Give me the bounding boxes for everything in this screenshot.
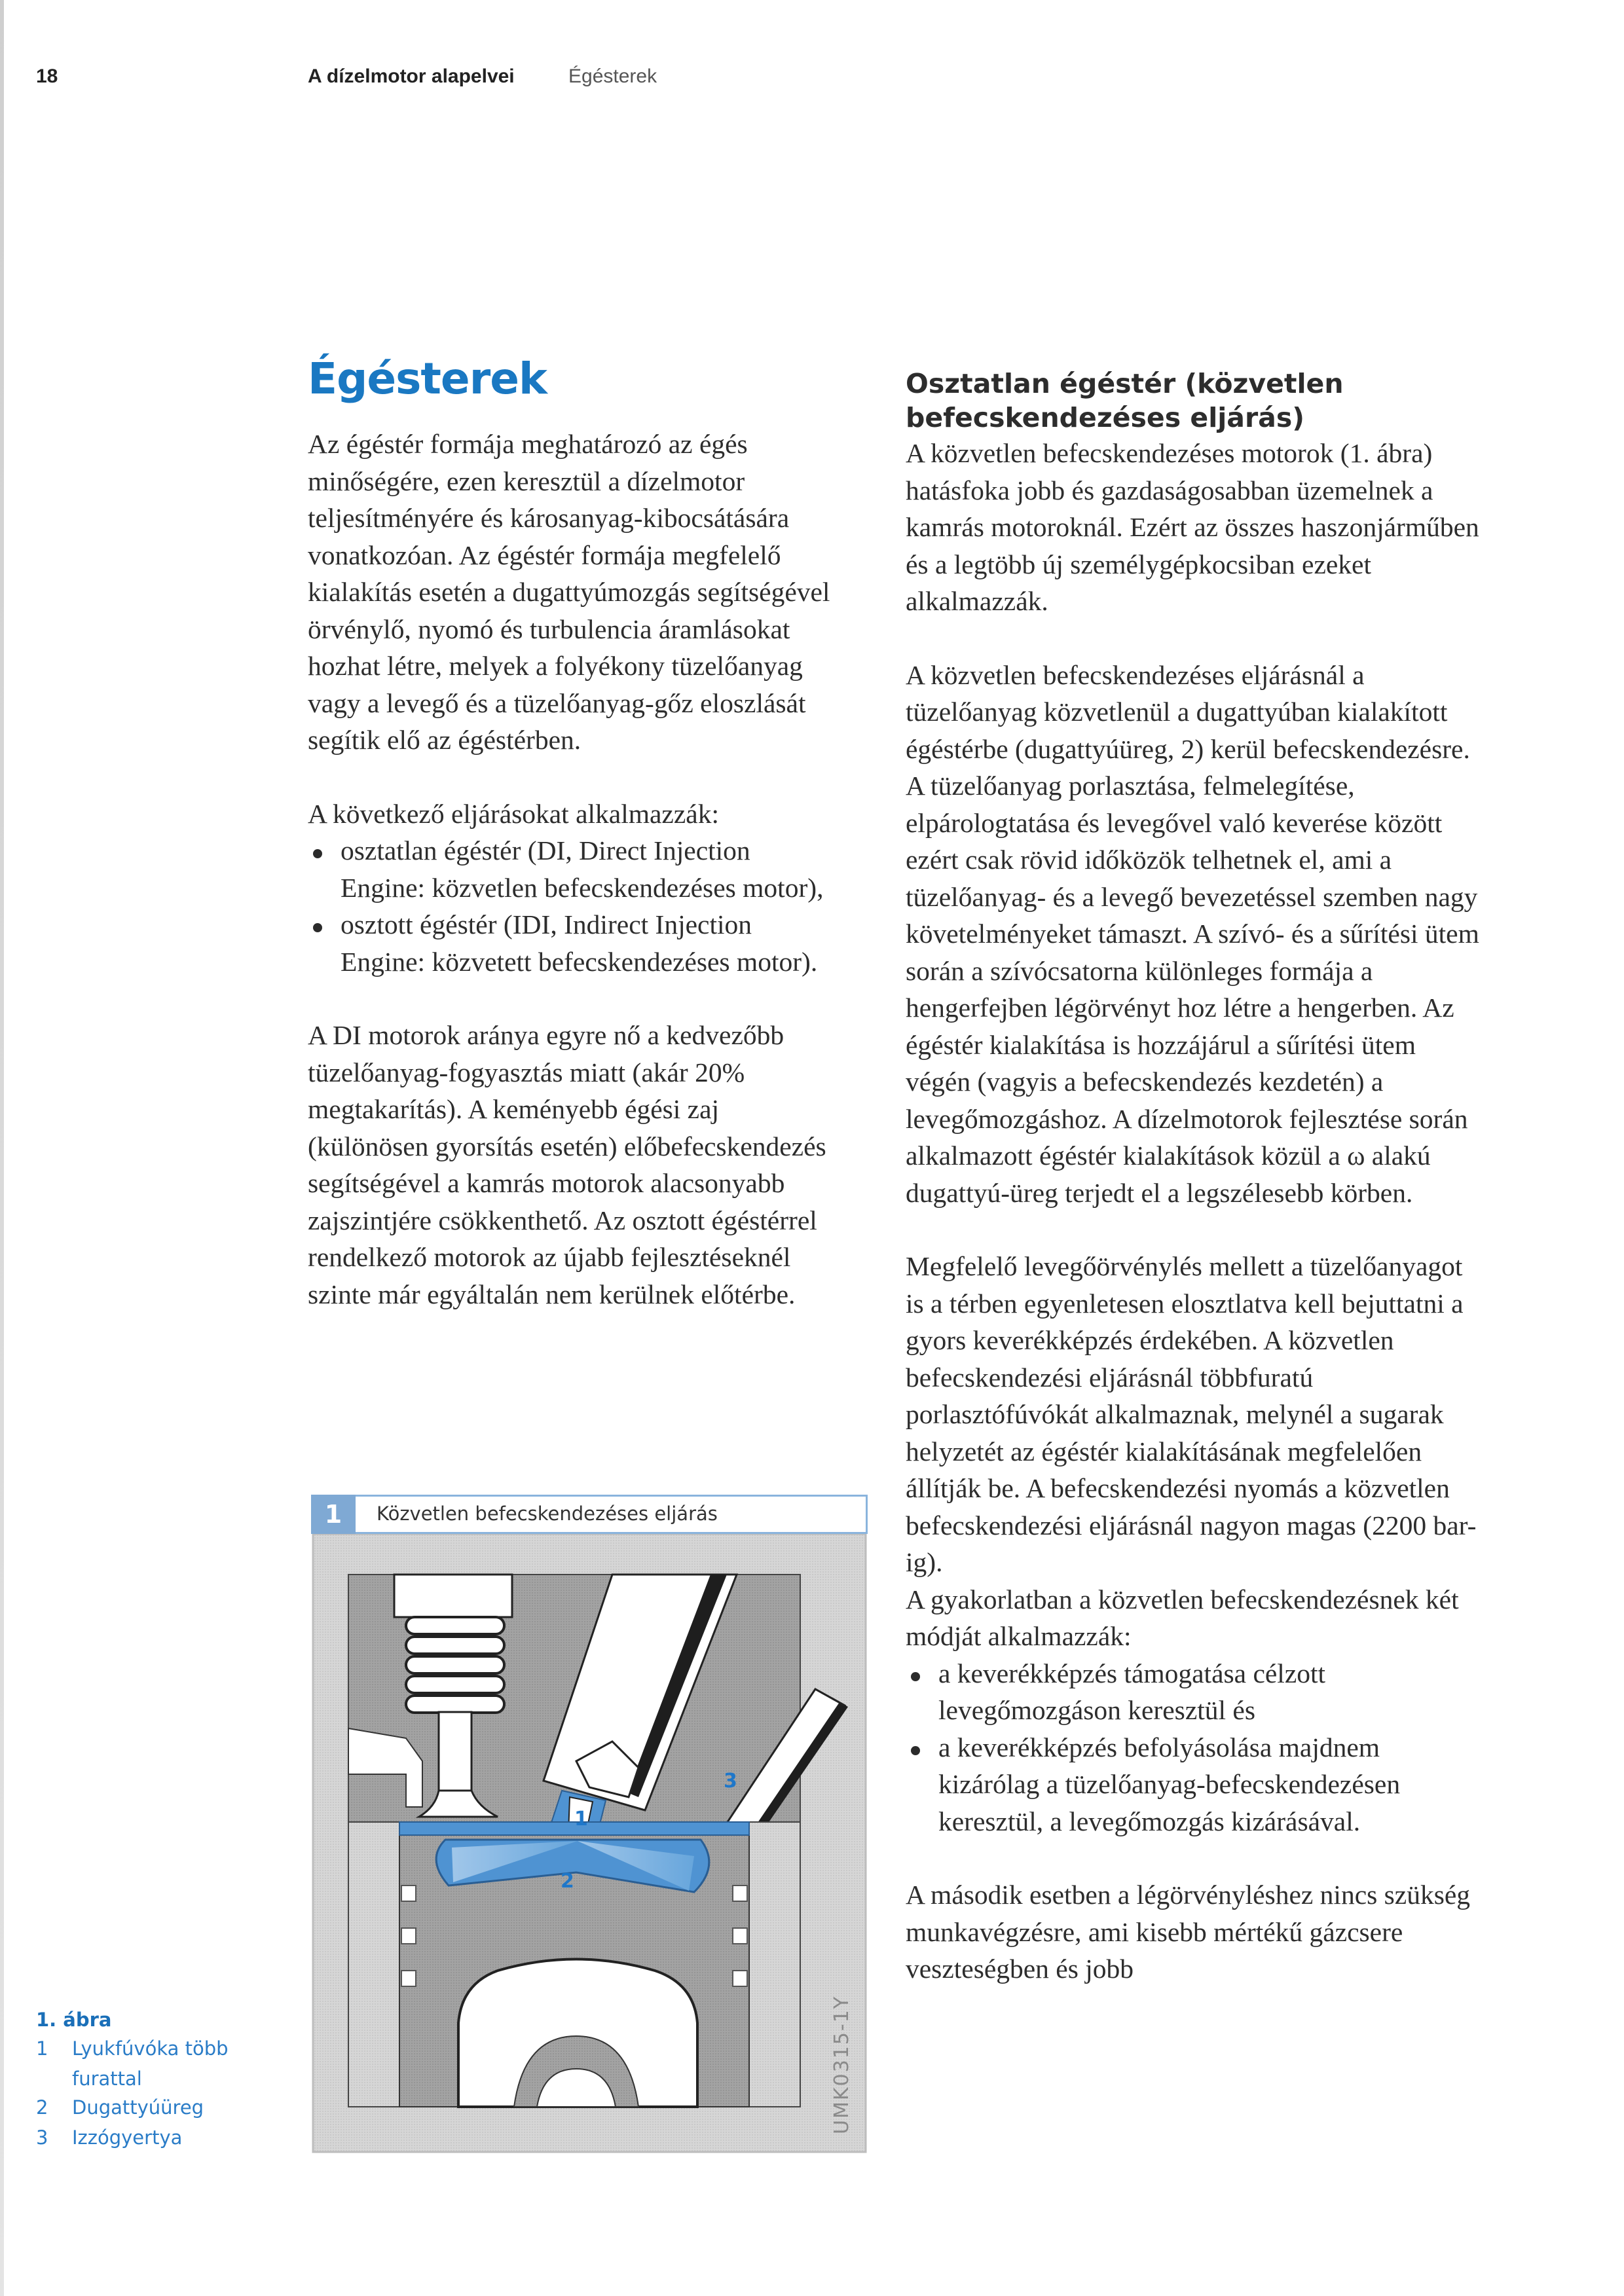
caption-item bbox=[36, 2037, 229, 2060]
right-column-body bbox=[906, 367, 1482, 1988]
left-column-body bbox=[308, 426, 832, 1313]
di-process-paragraph: A közvetlen befecskendezéses eljárásnál a tüzelőanyag közvetlenül a dugattyúban kialakított égéstérbe (dugattyúüreg, 2) kerül befecskendezésre. A tüzelőanyag porlasztása, felmelegítése, elpárologtatása és levegővel való keverése között ezért csak rövid időközök telhetnek el, ami a tüzelőanyag- és a levegő bevezetéssel szemben nagy követelményeket támaszt. A szívó- és a sűrítési ütem során a szívócsatorna különleges formája a hengerfejben légörvényt hoz létre a hengerben. Az égéstér kialakítása is hozzájárul a sűrítési ütem végén (vagyis a befecskendezés kezdetén) a levegőmozgáshoz. A dízelmotorok fejlesztése során alkalmazott égéstér kialakítások közül a ω alakú dugattyú-üreg terjedt el a legszélesebb körben. bbox=[906, 659, 1479, 1208]
list-item: osztatlan égéstér (DI, Direct Injection Engine: közvetlen befecskendezéses motor), bbox=[308, 832, 832, 906]
two-modes-intro: A gyakorlatban a közvetlen befecskendezésnek két módját alkalmazzák: bbox=[906, 1584, 1459, 1651]
second-case-paragraph: A második esetben a légörvényléshez nincs szükség munkavégzésre, ami kisebb mértékű gázcsere veszteségben és jobb bbox=[906, 1880, 1471, 1984]
figure-title: Közvetlen befecskendezéses eljárás bbox=[377, 1503, 718, 1525]
caption-item-label: Izzógyertya bbox=[72, 2126, 183, 2149]
di-share-paragraph: A DI motorok aránya egyre nő a kedvezőbb tüzelőanyag-fogyasztás miatt (akár 20% megtakarítás). A keményebb égési zaj (különösen gyorsítás esetén) előbefecskendezés segítségével a kamrás motorok alacsonyabb zajszintjére csökkenthető. Az osztott égéstérrel rendelkező motorok az újabb fejlesztéseknél szinte már egyáltalán nem kerülnek előtérbe. bbox=[308, 1020, 826, 1309]
list-item: osztott égéstér (IDI, Indirect Injection Engine: közvetett befecskendezéses motor). bbox=[308, 906, 832, 980]
callout-2: 2 bbox=[561, 1870, 574, 1893]
figure-caption-title: 1. ábra bbox=[36, 2009, 112, 2031]
list-item: a keverékképzés befolyásolása majdnem kizárólag a tüzelőanyag-befecskendezésen keresztül, a levegőmozgás kizárásával. bbox=[906, 1729, 1482, 1840]
list-item: a keverékképzés támogatása célzott levegőmozgáson keresztül és bbox=[906, 1655, 1482, 1729]
callout-1: 1 bbox=[574, 1808, 588, 1831]
modes-list bbox=[906, 1655, 1482, 1840]
caption-item-number: 1 bbox=[36, 2037, 48, 2060]
section-subheading: Osztatlan égéstér (közvetlen befecskendezéses eljárás) bbox=[906, 368, 1344, 433]
caption-item bbox=[36, 2096, 204, 2119]
caption-item-number: 3 bbox=[36, 2126, 48, 2149]
page-title: Égésterek bbox=[308, 354, 547, 404]
figure-code: UMK0315-1Y bbox=[830, 1995, 853, 2134]
caption-item-continuation bbox=[36, 2068, 142, 2090]
caption-item-number: 2 bbox=[36, 2096, 48, 2119]
air-swirl-paragraph: Megfelelő levegőörvénylés mellett a tüzelőanyagot is a térben egyenletesen elosztlatva kell bejuttatni a gyors keverékképzés érdekében. A közvetlen befecskendezési eljárásnál többfuratú porlasztófúvókát alkalmaznak, melynél a sugarak helyzetét az égéstér kialakításának megfelelően állítják be. A befecskendezési nyomás a közvetlen befecskendezési eljárásnál nagyon magas (2200 bar-ig). bbox=[906, 1251, 1477, 1577]
caption-item-label: Lyukfúvóka több bbox=[72, 2037, 229, 2060]
section-title: Égésterek bbox=[568, 65, 657, 87]
methods-intro: A következő eljárásokat alkalmazzák: bbox=[308, 798, 719, 829]
intro-paragraph: Az égéstér formája meghatározó az égés minőségére, ezen keresztül a dízelmotor teljesítményére és károsanyag-kibocsátására vonatkozóan. Az égéstér formája megfelelő kialakítás esetén a dugattyúmozgás segítségével örvénylő, nyomó és turbulencia áramlásokat hozhat létre, melyek a folyékony tüzelőanyag vagy a levegő és a tüzelőanyag-gőz eloszlását segítik elő az égéstérben. bbox=[308, 429, 830, 755]
caption-item-label: Dugattyúüreg bbox=[72, 2096, 204, 2119]
callout-3: 3 bbox=[724, 1770, 737, 1793]
combustion-chamber-diagram bbox=[311, 1495, 868, 2154]
di-advantages-paragraph: A közvetlen befecskendezéses motorok (1. ábra) hatásfoka jobb és gazdaságosabban üzemelnek a kamrás motoroknál. Ezért az összes haszonjárműben és a legtöbb új személygépkocsiban ezeket alkalmazzák. bbox=[906, 438, 1479, 616]
chapter-title: A dízelmotor alapelvei bbox=[308, 65, 515, 87]
page-edge-shadow bbox=[0, 0, 4, 2296]
page-number: 18 bbox=[36, 65, 58, 87]
methods-list bbox=[308, 832, 832, 980]
caption-item-label: furattal bbox=[72, 2068, 142, 2090]
figure-1 bbox=[311, 1495, 868, 2154]
caption-item bbox=[36, 2126, 182, 2149]
figure-number-badge: 1 bbox=[311, 1495, 356, 1534]
